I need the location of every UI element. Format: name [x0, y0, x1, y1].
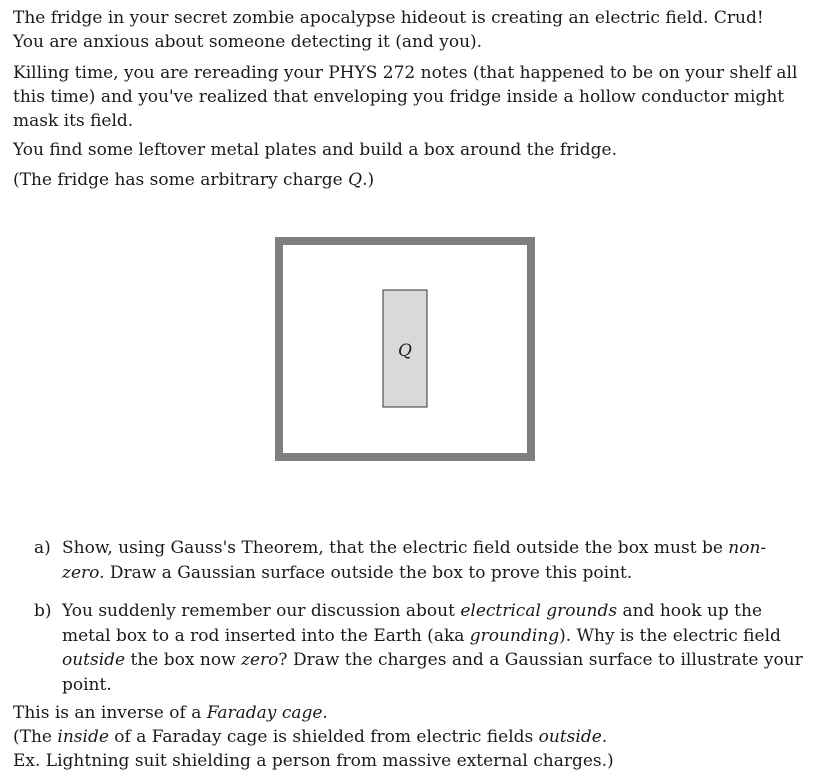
question-b — [34, 599, 804, 697]
question-b-em-3: outside — [62, 650, 126, 670]
outro-line-2-em-1: inside — [57, 727, 109, 747]
question-b-text-3: ). Why is the electric field — [559, 625, 781, 646]
question-b-text-1: You suddenly remember our discussion about — [62, 601, 461, 621]
charge-variable: Q — [348, 170, 363, 190]
question-a-text-1: Show, using Gauss's Theorem, that the electric field outside the box must be — [62, 538, 729, 558]
question-b-label: b) — [34, 601, 52, 621]
charge-text-post: .) — [362, 170, 375, 190]
question-b-text-4: the box now — [125, 650, 242, 670]
question-b-em-1: electrical grounds — [460, 601, 618, 621]
outro-line-2-text-2: of a Faraday cage is shielded from electric fields — [108, 727, 539, 747]
outro-line-2-text-1: (The — [13, 727, 58, 747]
outro-line-1-text: This is an inverse of a — [13, 703, 207, 723]
outro-line-2-em-2: outside. — [538, 727, 608, 747]
outro-line-2 — [13, 725, 607, 749]
intro-paragraph-notes: Killing time, you are rereading your PHYS 272 notes (that happened to be on your shelf all this time) and you've realized that enveloping you fridge inside a hollow conductor might mask its field. — [13, 63, 798, 131]
question-b-em-4: zero — [241, 650, 279, 670]
question-a — [34, 536, 804, 585]
question-b-em-2: grounding — [469, 625, 560, 646]
intro-line-2: You are anxious about someone detecting it (and you). — [13, 32, 483, 52]
question-a-em-1: non-zero. — [62, 538, 767, 583]
question-a-text — [62, 536, 804, 585]
question-b-text — [62, 599, 804, 697]
question-a-label: a) — [34, 538, 51, 558]
charge-label: Q — [398, 341, 412, 361]
intro-line-1: The fridge in your secret zombie apocalypse hideout is creating an electric field. Crud! — [13, 8, 764, 28]
outro-line-1-em: Faraday cage. — [206, 703, 328, 723]
charge-text-pre: (The fridge has some arbitrary charge — [13, 170, 349, 190]
outro-line-1 — [13, 701, 328, 725]
question-b-text-2: and hook up the metal box to a rod inserted into the Earth (aka — [62, 601, 763, 646]
outro-line-3: Ex. Lightning suit shielding a person from massive external charges.) — [13, 751, 614, 771]
intro-paragraph-box: You find some leftover metal plates and build a box around the fridge. — [13, 140, 617, 160]
question-a-text-2: Draw a Gaussian surface outside the box to prove this point. — [104, 562, 633, 583]
question-b-text-5: ? Draw the charges and a Gaussian surface to illustrate your point. — [62, 650, 803, 695]
